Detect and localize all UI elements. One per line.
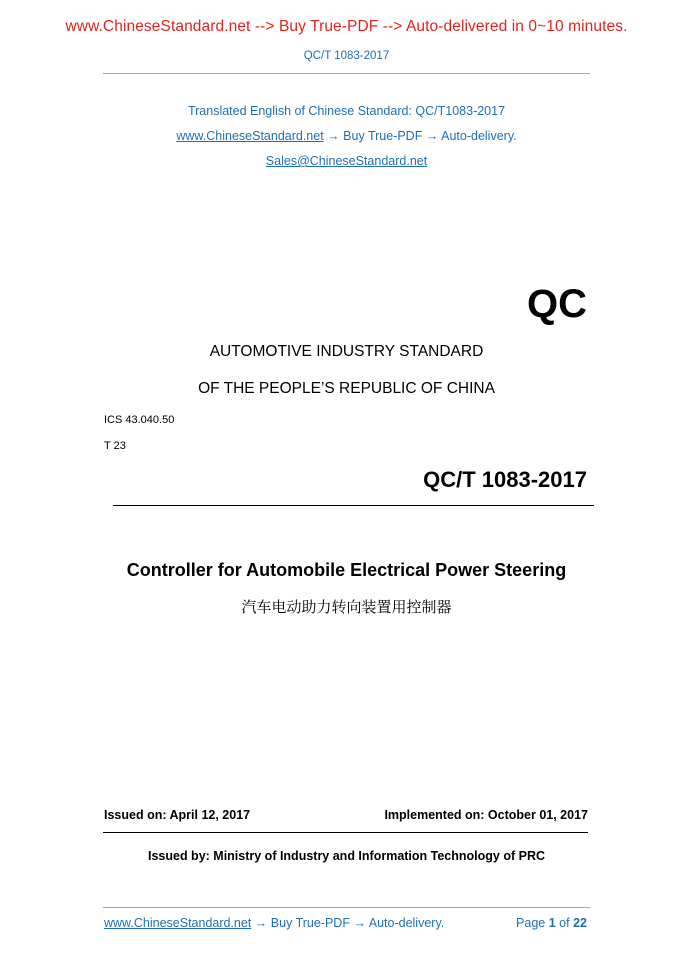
issued-by: Issued by: Ministry of Industry and Information Technology of PRC bbox=[147, 849, 545, 863]
footer-links bbox=[104, 916, 444, 930]
footer-site-link[interactable]: www.ChineseStandard.net bbox=[104, 916, 252, 930]
translation-links bbox=[0, 129, 693, 143]
implemented-on-date: Implemented on: October 01, 2017 bbox=[384, 808, 588, 822]
footer-divider bbox=[103, 907, 590, 908]
document-title-chinese: 汽车电动助力转向装置用控制器 bbox=[241, 598, 452, 616]
standard-type-line-1: AUTOMOTIVE INDUSTRY STANDARD bbox=[209, 343, 484, 360]
footer-buy-text: Buy True-PDF bbox=[270, 916, 350, 930]
arrow-right-icon: → bbox=[353, 916, 366, 930]
buy-pdf-text: Buy True-PDF bbox=[343, 129, 423, 143]
page-current: 1 bbox=[548, 916, 556, 930]
page-of: of bbox=[559, 916, 570, 930]
arrow-right-icon: → bbox=[425, 129, 439, 143]
classification-code: T 23 bbox=[104, 440, 126, 452]
issue-divider bbox=[103, 832, 588, 833]
standard-number: QC/T 1083-2017 bbox=[423, 467, 587, 492]
qc-standard-mark: QC bbox=[527, 282, 587, 326]
document-title-english: Controller for Automobile Electrical Power Steering bbox=[126, 560, 567, 580]
translation-title: Translated English of Chinese Standard: QC/T1083-2017 bbox=[187, 104, 506, 118]
arrow-right-icon: → bbox=[327, 129, 340, 143]
auto-delivery-text: Auto-delivery. bbox=[441, 129, 517, 143]
footer-auto-text: Auto-delivery. bbox=[368, 916, 445, 930]
standard-number-divider bbox=[113, 505, 594, 506]
header-divider bbox=[103, 73, 590, 74]
sales-email-link[interactable]: Sales@ChineseStandard.net bbox=[265, 154, 428, 168]
page-total: 22 bbox=[573, 916, 587, 930]
site-link[interactable]: www.ChineseStandard.net bbox=[176, 129, 324, 143]
sales-email-line bbox=[0, 154, 693, 168]
top-promo-banner[interactable]: www.ChineseStandard.net --> Buy True-PDF --> Auto-delivered in 0~10 minutes. bbox=[65, 18, 628, 35]
page-label: Page bbox=[516, 916, 546, 930]
arrow-right-icon: → bbox=[254, 916, 268, 930]
ics-code: ICS 43.040.50 bbox=[104, 414, 175, 426]
standard-type-line-2: OF THE PEOPLE’S REPUBLIC OF CHINA bbox=[198, 380, 495, 397]
page-indicator bbox=[516, 916, 587, 930]
header-doc-code: QC/T 1083-2017 bbox=[303, 50, 390, 62]
issued-on-date: Issued on: April 12, 2017 bbox=[104, 808, 251, 822]
